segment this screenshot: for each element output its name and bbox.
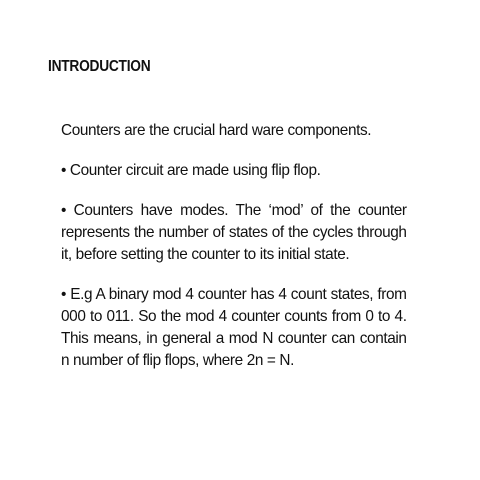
bullet-flip-flop: • Counter circuit are made using flip flop. [61,162,321,179]
paragraph-intro: Counters are the crucial hard ware components. [61,122,372,139]
bullet-example: • E.g A binary mod 4 counter has 4 count states, from 000 to 011. So the mod 4 counter counts from 0 to 4. This means, in general a mod N counter can contain n number of flip flops, where 2n = N. [61,286,407,369]
slide-body [61,120,421,390]
bullet-modes: • Counters have modes. The ‘mod’ of the counter represents the number of states of the cycles through it, before setting the counter to its initial state. [61,202,407,263]
slide-title: INTRODUCTION [48,58,151,75]
